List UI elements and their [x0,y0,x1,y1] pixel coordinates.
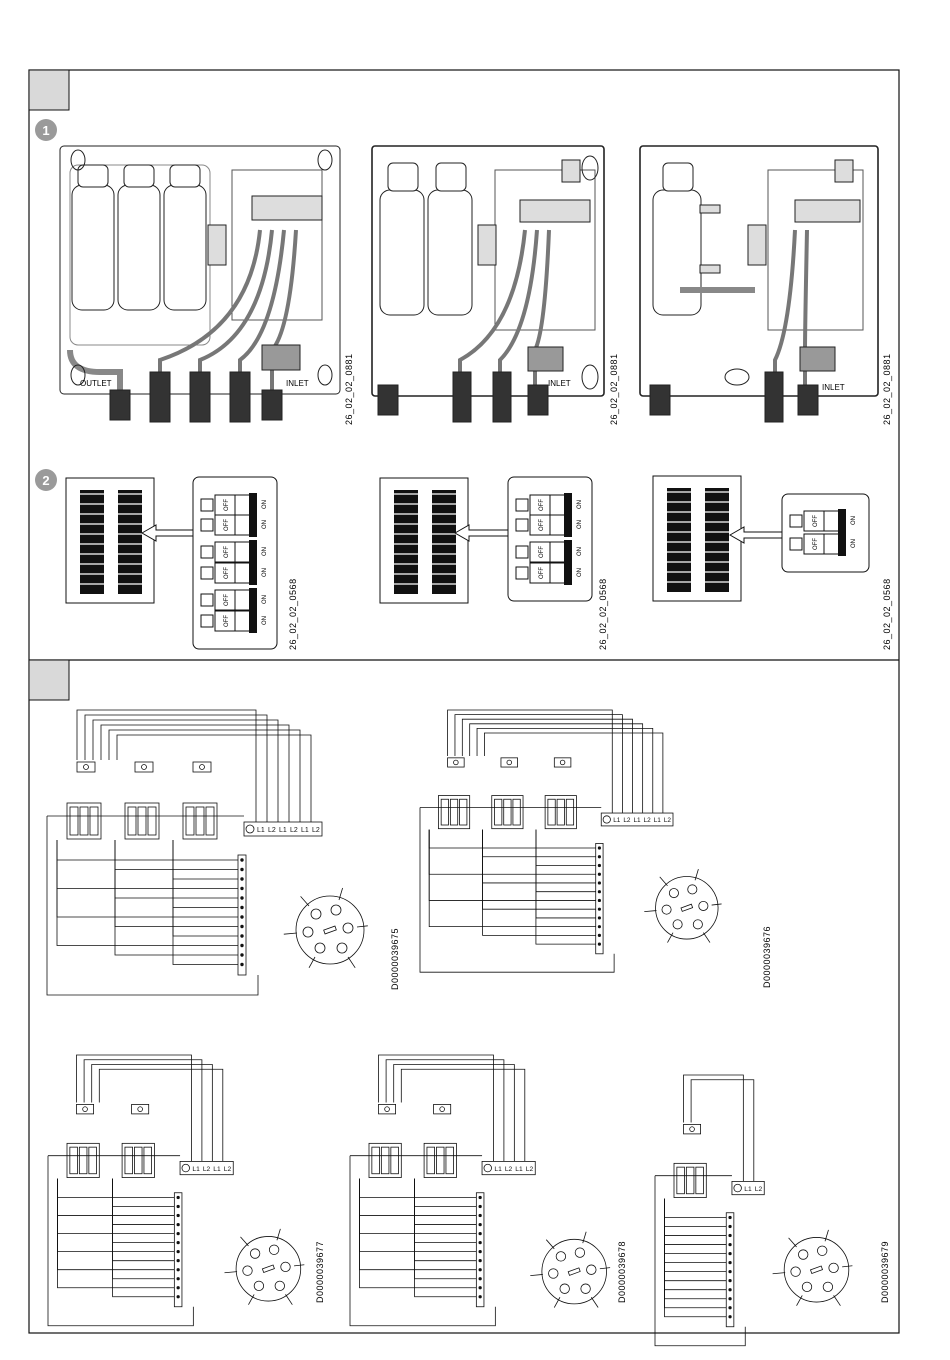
socket-pin [673,920,682,929]
inlet-label-3: INLET [822,383,845,392]
off-label: OFF [813,538,819,550]
breaker-box [508,477,592,601]
thermal-cutout [554,758,571,767]
heating-element [148,807,156,835]
heating-element [134,1147,142,1174]
off-label: OFF [813,515,819,527]
heating-element [79,1147,87,1174]
heating-element [372,1147,380,1174]
socket-pin [549,1269,559,1279]
diagram-code-5: D0000039679 [880,1240,890,1303]
inlet-label-2: INLET [548,379,571,388]
heating-element [450,799,457,825]
on-label: ON [851,516,857,525]
socket-pin [823,1282,833,1292]
panel-code-3: 26_02_02_0568 [882,578,892,650]
on-label: ON [262,568,268,577]
heating-element [548,799,555,825]
diagram-code-3: D0000039677 [315,1240,325,1303]
heating-element [90,807,98,835]
terminal-l2: L2 [268,827,276,834]
socket-pin [817,1246,827,1256]
terminal-l1: L1 [613,817,621,825]
thermal-cutout [193,762,211,772]
terminal-l1: L1 [213,1165,221,1173]
off-label: OFF [224,567,230,579]
off-label: OFF [224,499,230,511]
terminal-l1: L1 [257,827,265,834]
heating-element [196,807,204,835]
socket-pin [311,909,321,919]
photo-code-2: 26_02_02_0881 [609,353,619,425]
terminal-l2: L2 [223,1165,232,1173]
socket-pin [587,1265,597,1275]
diagram-code-2: D0000039676 [762,925,772,988]
socket-pin [250,1249,260,1259]
photo-code-3: 26_02_02_0881 [882,353,892,425]
terminal-l2: L2 [754,1185,763,1193]
diagram-code-1: D0000039675 [390,927,400,990]
terminal-l2: L2 [290,827,298,834]
heating-element [504,799,511,825]
heating-element [89,1147,97,1174]
heating-element [441,799,448,825]
off-label: OFF [539,499,545,511]
socket-pin [798,1250,808,1260]
heating-element [70,1147,78,1174]
heating-element [513,799,520,825]
control-board [726,1213,734,1327]
terminal-l2: L2 [643,817,651,825]
socket-pin [269,1245,279,1255]
heating-element [70,807,78,835]
socket-pin [662,905,671,914]
thermal-cutout [684,1124,701,1134]
socket-pin [791,1267,801,1277]
on-label: ON [262,616,268,625]
thermal-cutout [135,762,153,772]
off-label: OFF [224,615,230,627]
terminal-l2: L2 [202,1165,211,1173]
breaker-box [193,477,277,649]
terminal-l1: L1 [653,817,661,825]
terminal-l1: L1 [301,827,309,834]
diagram-code-4: D0000039678 [617,1240,627,1303]
on-label: ON [577,547,583,556]
socket-pin [802,1282,812,1292]
on-label: ON [262,520,268,529]
socket-pin [699,901,708,910]
terminal-l2: L2 [312,827,320,834]
heating-element [460,799,467,825]
socket-pin [281,1262,291,1272]
terminal-l2: L2 [525,1165,534,1173]
off-label: OFF [224,519,230,531]
terminal-l2: L2 [663,817,671,825]
heating-element [566,799,573,825]
socket-pin [303,927,313,937]
heating-element [436,1147,444,1174]
heating-element [391,1147,399,1174]
off-label: OFF [224,594,230,606]
heating-element [677,1167,685,1194]
section-b-header-box [29,660,69,700]
terminal-l1: L1 [494,1165,502,1173]
terminal-l2: L2 [504,1165,513,1173]
on-label: ON [851,539,857,548]
socket-pin [331,905,341,915]
socket-pin [275,1281,285,1291]
heating-element [696,1167,704,1194]
thermal-cutout [434,1104,451,1114]
heating-element [186,807,194,835]
socket-pin [575,1248,585,1258]
socket-pin [556,1252,566,1262]
photo-code-1: 26_02_02_0881 [344,353,354,425]
heating-element [446,1147,454,1174]
on-label: ON [577,500,583,509]
socket-pin [243,1266,253,1276]
thermal-cutout [77,1104,94,1114]
socket-pin [829,1263,839,1273]
heating-element [80,807,88,835]
heating-element [128,807,136,835]
socket-pin [315,943,325,953]
socket-pin [254,1281,264,1291]
heating-element [381,1147,389,1174]
thermal-cutout [379,1104,396,1114]
terminal-l1: L1 [515,1165,523,1173]
on-label: ON [577,568,583,577]
heating-element [495,799,502,825]
on-label: ON [262,595,268,604]
thermal-cutout [132,1104,149,1114]
heating-element [125,1147,133,1174]
socket-pin [560,1284,570,1294]
control-board [238,855,246,975]
section-a-header-box [29,70,69,110]
heating-element [557,799,564,825]
terminal-l1: L1 [633,817,641,825]
step-badge-1 [35,119,57,141]
thermal-cutout [448,758,465,767]
thermal-cutout [77,762,95,772]
off-label: OFF [539,567,545,579]
heating-element [686,1167,694,1194]
on-label: ON [262,500,268,509]
control-board [476,1193,484,1307]
socket-pin [669,888,678,897]
breaker-box [782,494,869,572]
heating-element [144,1147,152,1174]
off-label: OFF [539,519,545,531]
on-label: ON [262,547,268,556]
control-board [174,1193,182,1307]
control-board [596,843,603,953]
socket-pin [343,923,353,933]
socket-pin [337,943,347,953]
terminal-l1: L1 [279,827,287,834]
terminal-l1: L1 [744,1185,752,1193]
panel-code-2: 26_02_02_0568 [598,578,608,650]
heating-element [206,807,214,835]
socket-pin [581,1284,591,1294]
inlet-label: INLET [286,379,309,388]
outlet-label: OUTLET [80,379,112,388]
socket-pin [688,885,697,894]
heating-element [138,807,146,835]
svg-text:1: 1 [42,123,50,138]
heating-element [427,1147,435,1174]
off-label: OFF [539,546,545,558]
off-label: OFF [224,546,230,558]
socket-pin [693,920,702,929]
terminal-l2: L2 [623,817,631,825]
svg-text:2: 2 [42,473,50,488]
on-label: ON [577,520,583,529]
terminal-l1: L1 [192,1165,200,1173]
panel-code-1: 26_02_02_0568 [288,578,298,650]
thermal-cutout [501,758,518,767]
step-badge-2 [35,469,57,491]
